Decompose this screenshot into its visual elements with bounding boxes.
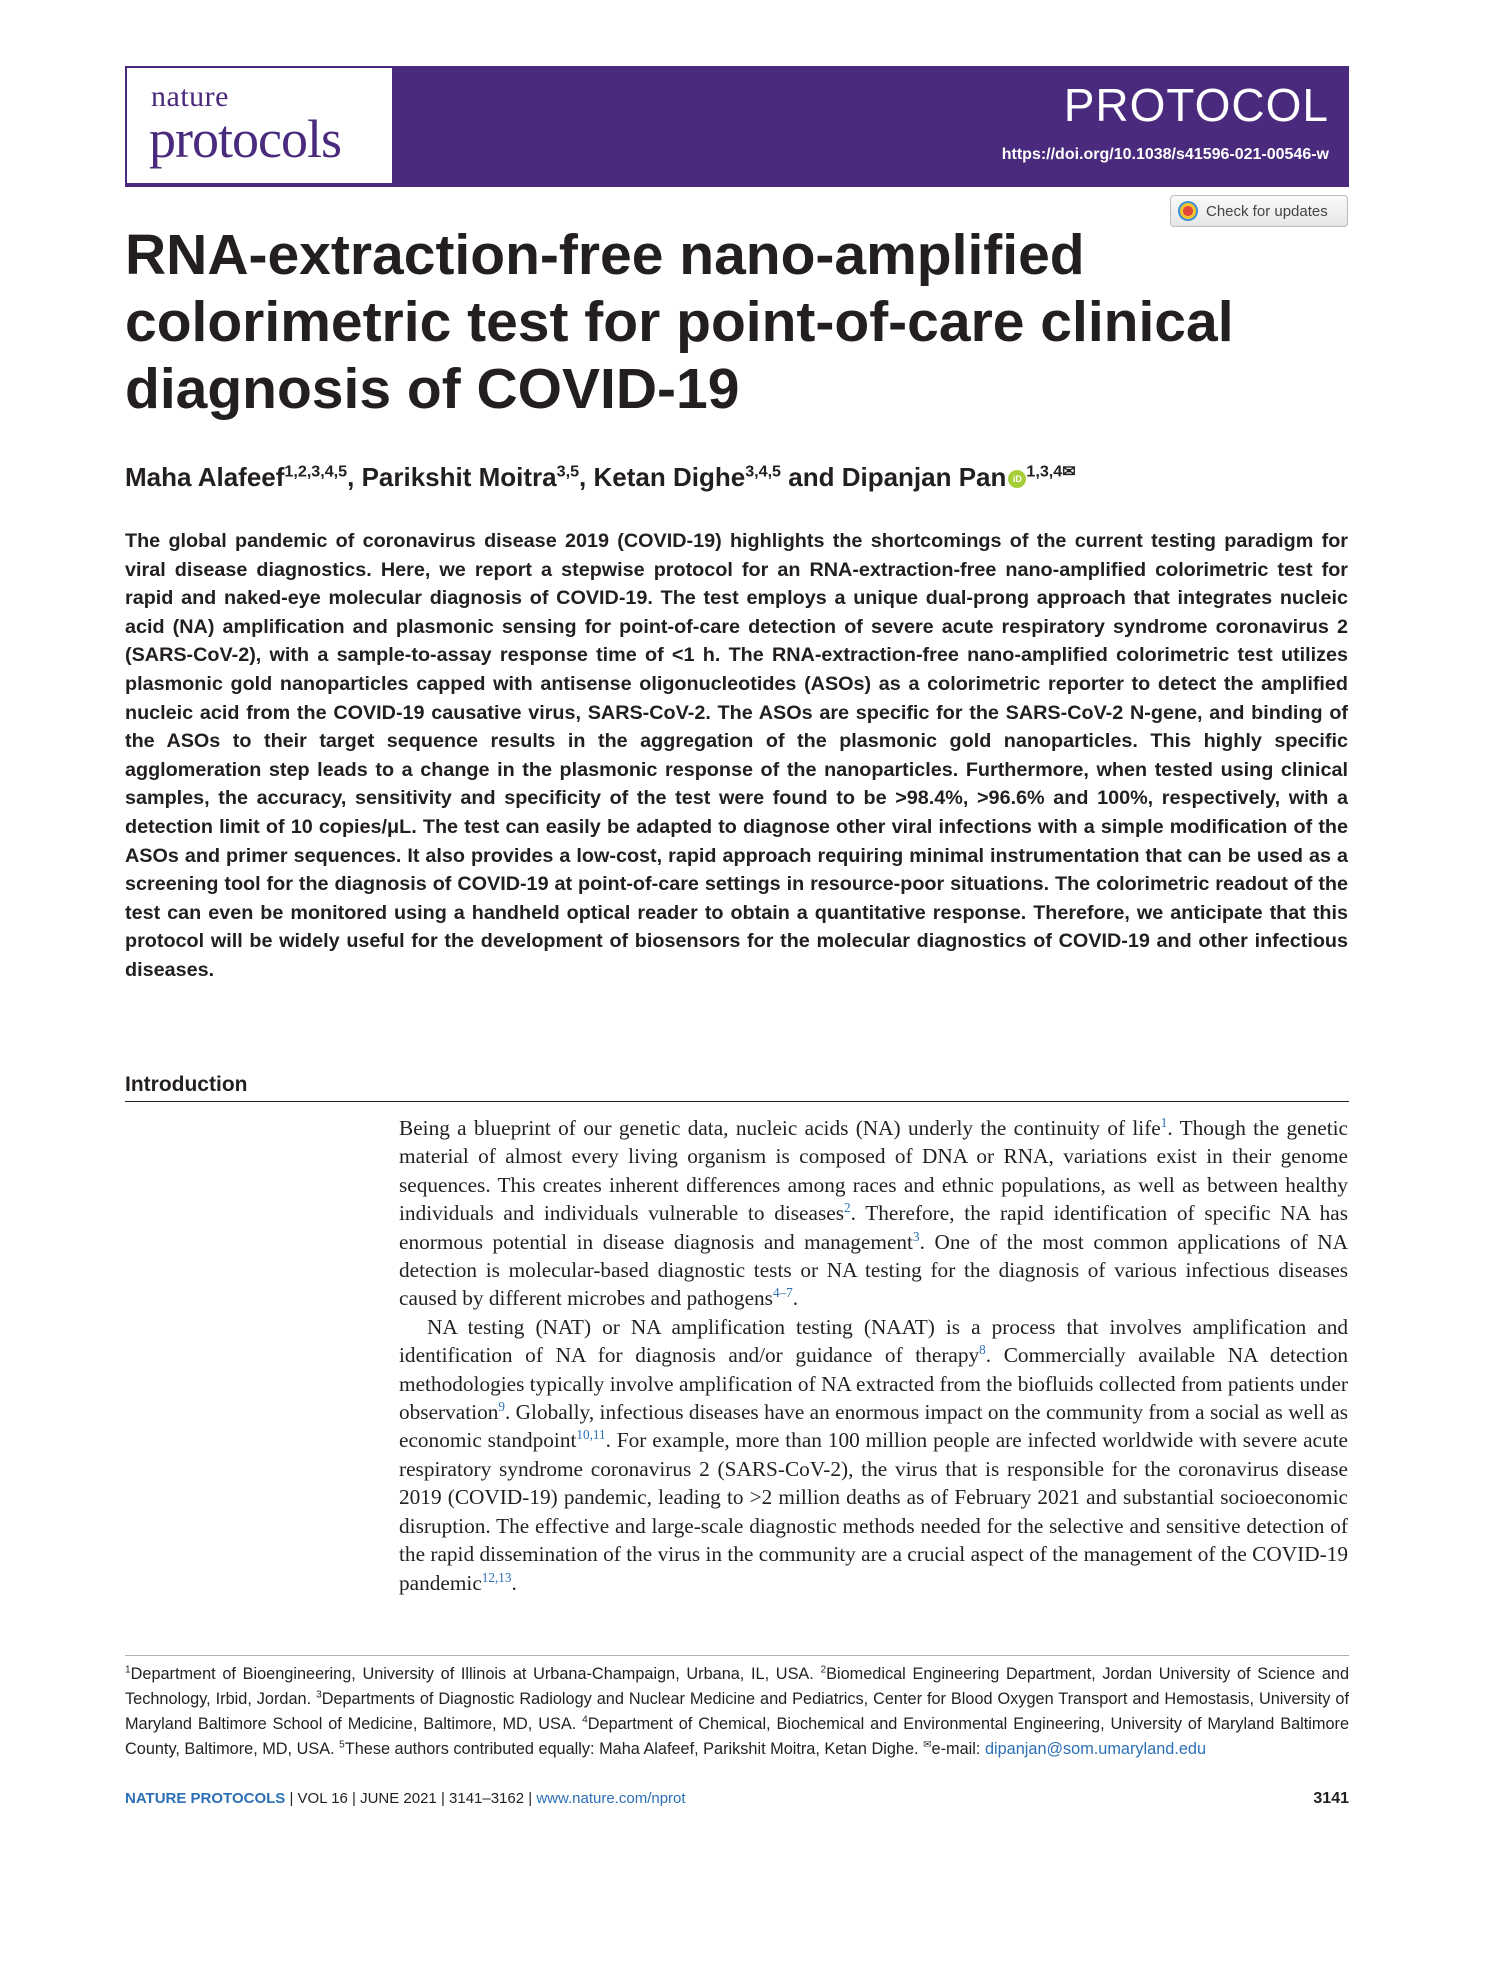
author-name[interactable]: Ketan Dighe (593, 462, 746, 492)
logo-protocols-text: protocols (149, 109, 341, 169)
footer-journal-name: NATURE PROTOCOLS (125, 1790, 286, 1807)
crossmark-icon (1178, 201, 1198, 221)
journal-header (125, 66, 1349, 187)
author-name[interactable]: Parikshit Moitra (361, 462, 557, 492)
author-affiliation-numbers: 1,3,4 (1026, 462, 1063, 481)
journal-website-link[interactable]: www.nature.com/nprot (536, 1790, 686, 1807)
email-icon: ✉ (923, 1739, 932, 1751)
article-type-label: PROTOCOL (1063, 79, 1329, 131)
section-divider (125, 1101, 1349, 1102)
reference-citation[interactable]: 9 (498, 1398, 505, 1414)
author-list: Maha Alafeef$^{1,2,3,4,5}$, Parikshit Moitra$^{3,5}$, Ketan Dighe$^{3,4,5}$ and Dipanjan Pan iD $^{1,3,4✉}$ (125, 462, 1076, 492)
abstract: The global pandemic of coronavirus disease 2019 (COVID-19) highlights the shortcomings of the current testing paradigm for viral disease diagnostics. Here, we report a stepwise protocol for an RNA-extraction-free nano-amplified colorimetric test for rapid and naked-eye molecular diagnosis of COVID-19. The test employs a unique dual-prong approach that integrates nucleic acid (NA) amplification and plasmonic sensing for point-of-care detection of severe acute respiratory syndrome coronavirus 2 (SARS-CoV-2), with a sample-to-assay response time of <1 h. The RNA-extraction-free nano-amplified colorimetric test utilizes plasmonic gold nanoparticles capped with antisense oligonucleotides (ASOs) as a colorimetric reporter to detect the amplified nucleic acid from the COVID-19 causative virus, SARS-CoV-2. The ASOs are specific for the SARS-CoV-2 N-gene, and binding of the ASOs to their target sequence results in the aggregation of the plasmonic gold nanoparticles. This highly specific agglomeration step leads to a change in the plasmonic response of the nanoparticles. Furthermore, when tested using clinical samples, the accuracy, sensitivity and specificity of the test were found to be >98.4%, >96.6% and 100%, respectively, with a detection limit of 10 copies/μL. The test can easily be adapted to diagnose other viral infections with a simple modification of the ASOs and primer sequences. It also provides a low-cost, rapid approach requiring minimal instrumentation that can be used as a screening tool for the diagnosis of COVID-19 at point-of-care settings in resource-poor situations. The colorimetric readout of the test can even be monitored using a handheld optical reader to obtain a quantitative response. Therefore, we anticipate that this protocol will be widely useful for the development of biosensors for the molecular diagnostics of COVID-19 and other infectious diseases. (125, 530, 1348, 981)
author-affiliation-numbers: 3,4,5 (745, 462, 782, 481)
doi-link[interactable]: https://doi.org/10.1038/s41596-021-00546-w (1001, 146, 1329, 163)
email-icon[interactable]: ✉ (1062, 462, 1076, 481)
reference-citation[interactable]: 8 (979, 1342, 986, 1358)
reference-citation[interactable]: 1 (1160, 1114, 1168, 1130)
reference-citation[interactable]: 10,11 (576, 1427, 606, 1443)
logo-nature-text: nature (151, 80, 229, 113)
reference-citation[interactable]: 12,13 (481, 1569, 512, 1585)
author-name[interactable]: Maha Alafeef (125, 462, 285, 492)
page-footer (125, 1790, 686, 1807)
reference-citation[interactable]: 2 (844, 1200, 851, 1216)
orcid-icon[interactable]: iD (1008, 470, 1026, 488)
affiliations-footnote: $^1$Department of Bioengineering, University of Illinois at Urbana-Champaign, Urbana, IL, USA. $^2$Biomedical Engineering Department, Jordan University of Science and Technology, Irbid, Jordan. $^3$Departments of Diagnostic Radiology and Nuclear Medicine and Pediatrics, Center for Blood Oxygen Transport and Hemostasis, University of Maryland Baltimore School of Medicine, Baltimore, MD, USA. $^4$Department of Chemical, Biochemical and Environmental Engineering, University of Maryland Baltimore County, Baltimore, MD, USA. $^5$These authors contributed equally: Maha Alafeef, Parikshit Moitra, Ketan Dighe. ✉e-mail: dipanjan@som.umaryland.edu (125, 1664, 1350, 1758)
reference-citation[interactable]: 3 (912, 1228, 920, 1244)
reference-citation[interactable]: 4–7 (772, 1285, 793, 1301)
author-affiliation-numbers: 1,2,3,4,5 (284, 462, 348, 481)
journal-logo[interactable] (127, 68, 392, 183)
footer-issue-details: | VOL 16 | JUNE 2021 | 3141–3162 | (285, 1790, 537, 1807)
footnote-divider (125, 1655, 1349, 1656)
check-for-updates-label: Check for updates (1206, 202, 1328, 220)
page-number: 3141 (1313, 1790, 1349, 1807)
introduction-body (399, 1114, 1348, 1597)
corresponding-email-link[interactable]: dipanjan@som.umaryland.edu (984, 1740, 1207, 1758)
article-title: RNA-extraction-free nano-amplified colorimetric test for point-of-care clinical diagnosis of COVID-19 (125, 223, 1234, 421)
author-name[interactable]: Dipanjan Pan (841, 462, 1007, 492)
body-paragraph: NA testing (NAT) or NA amplification testing (NAAT) is a process that involves amplification and identification of NA for diagnosis and/or guidance of therapy$^8$. Commercially available NA detection methodologies typically involve amplification of NA extracted from the biofluids collected from patients under observation$^9$. Globally, infectious diseases have an enormous impact on the community from a social as well as economic standpoint$^{10,11}$. For example, more than 100 million people are infected worldwide with severe acute respiratory syndrome coronavirus 2 (SARS-CoV-2), the virus that is responsible for the coronavirus disease 2019 (COVID-19) pandemic, leading to >2 million deaths as of February 2021 and substantial socioeconomic disruption. The effective and large-scale diagnostic methods needed for the selective and sensitive detection of the rapid dissemination of the virus in the community are a crucial aspect of the management of the COVID-19 pandemic$^{12,13}$. (399, 1314, 1348, 1595)
section-heading-introduction: Introduction (125, 1073, 248, 1096)
body-paragraph: Being a blueprint of our genetic data, nucleic acids (NA) underly the continuity of life$^1$. Though the genetic material of almost every living organism is composed of DNA or RNA, variations exist in their genome sequences. This creates inherent differences among races and ethnic populations, as well as between healthy individuals and individuals vulnerable to diseases$^2$. Therefore, the rapid identification of specific NA has enormous potential in disease diagnosis and management$^3$. One of the most common applications of NA detection is molecular-based diagnostic tests or NA testing for the diagnosis of various infectious diseases caused by different microbes and pathogens$^{4-7}$. (399, 1114, 1348, 1311)
author-affiliation-numbers: 3,5 (556, 462, 580, 481)
